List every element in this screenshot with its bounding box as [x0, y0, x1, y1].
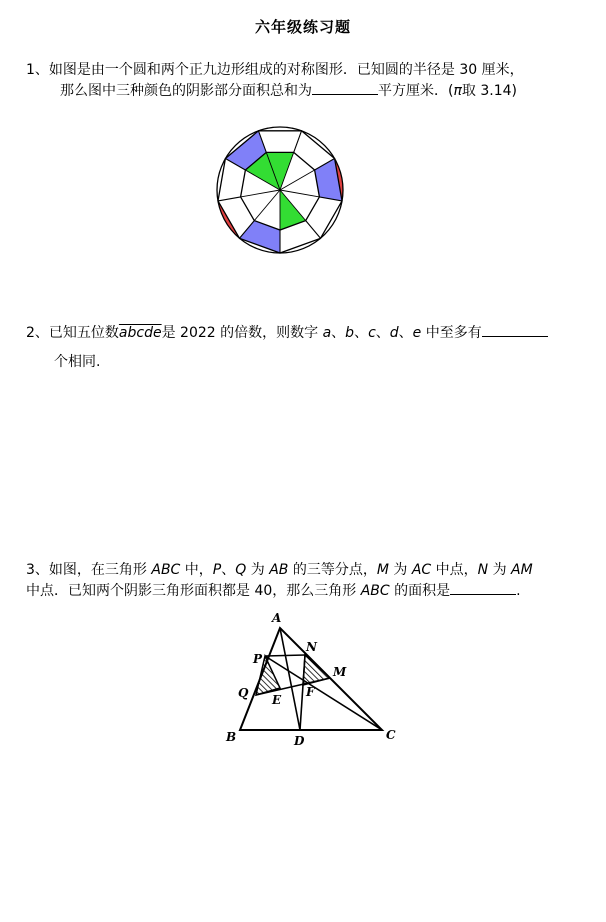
q3-text: 如图，在三角形 [48, 562, 152, 578]
q1-pi: π [453, 83, 462, 99]
segment-ad [280, 628, 300, 730]
q1-text-1: 如图是由一个圆和两个正九边形组成的对称图形．已知圆的半径是 30 厘米， [48, 62, 524, 78]
q2-text-2: 是 2022 的倍数，则数字 [161, 325, 323, 341]
label-q: Q [238, 686, 249, 700]
q2-var-b: b [345, 325, 355, 341]
q2-sep: 、 [398, 325, 413, 341]
q3-var-q: Q [235, 562, 247, 578]
q3-sep: 、 [221, 562, 236, 578]
q2-var-c: c [368, 325, 376, 341]
q2-text-1: 已知五位数 [48, 325, 119, 341]
q3-text: 中点．已知两个阴影三角形面积都是 40，那么三角形 [26, 583, 361, 599]
segment-pn [265, 655, 305, 656]
q1-text-2: 那么图中三种颜色的阴影部分面积总和为 [60, 83, 312, 99]
q3-var-ab: AB [269, 562, 289, 578]
q3-text: 的三等分点， [288, 562, 377, 578]
q3-var-abc: ABC [151, 562, 181, 578]
q3-number: 3、 [26, 562, 49, 578]
q3-text: 为 [388, 562, 412, 578]
label-f: F [306, 685, 315, 699]
q3-text: 为 [488, 562, 512, 578]
q3-text: . [516, 583, 521, 599]
q3-var-ac: AC [411, 562, 432, 578]
q2-var-e: e [412, 325, 422, 341]
q3-text: 中， [180, 562, 213, 578]
q3-var-am: AM [511, 562, 533, 578]
label-a: A [272, 611, 282, 625]
q2-line2: 个相同. [54, 354, 101, 370]
label-c: C [386, 728, 396, 742]
label-e: E [272, 693, 282, 707]
label-m: M [333, 665, 347, 679]
q2-sep: 、 [375, 325, 390, 341]
segment-pc [265, 656, 382, 730]
q3-var-p: P [212, 562, 222, 578]
q2-number-abcde: abcde [118, 325, 162, 341]
q1-text-4: 取 3.14) [461, 83, 517, 99]
q2-var-a: a [322, 325, 332, 341]
q3-var-m: M [376, 562, 389, 578]
segment-nd [300, 655, 305, 730]
q2-sep: 、 [331, 325, 346, 341]
label-d: D [294, 734, 305, 748]
q3-var-n: N [477, 562, 489, 578]
q3-var-abc: ABC [360, 583, 390, 599]
q1-number: 1、 [26, 62, 49, 78]
label-n: N [306, 640, 317, 654]
q3-text: 为 [246, 562, 270, 578]
q2-sep: 、 [354, 325, 369, 341]
page-title: 六年级练习题 [254, 18, 351, 36]
q1-text-3: 平方厘米．( [378, 83, 454, 99]
q2-text-3: 中至多有 [421, 325, 482, 341]
q3-text: 中点， [431, 562, 478, 578]
q3-text: 的面积是 [389, 583, 451, 599]
label-b: B [226, 730, 237, 744]
q2-number: 2、 [26, 325, 49, 341]
q2-var-d: d [389, 325, 399, 341]
label-p: P [253, 652, 263, 666]
